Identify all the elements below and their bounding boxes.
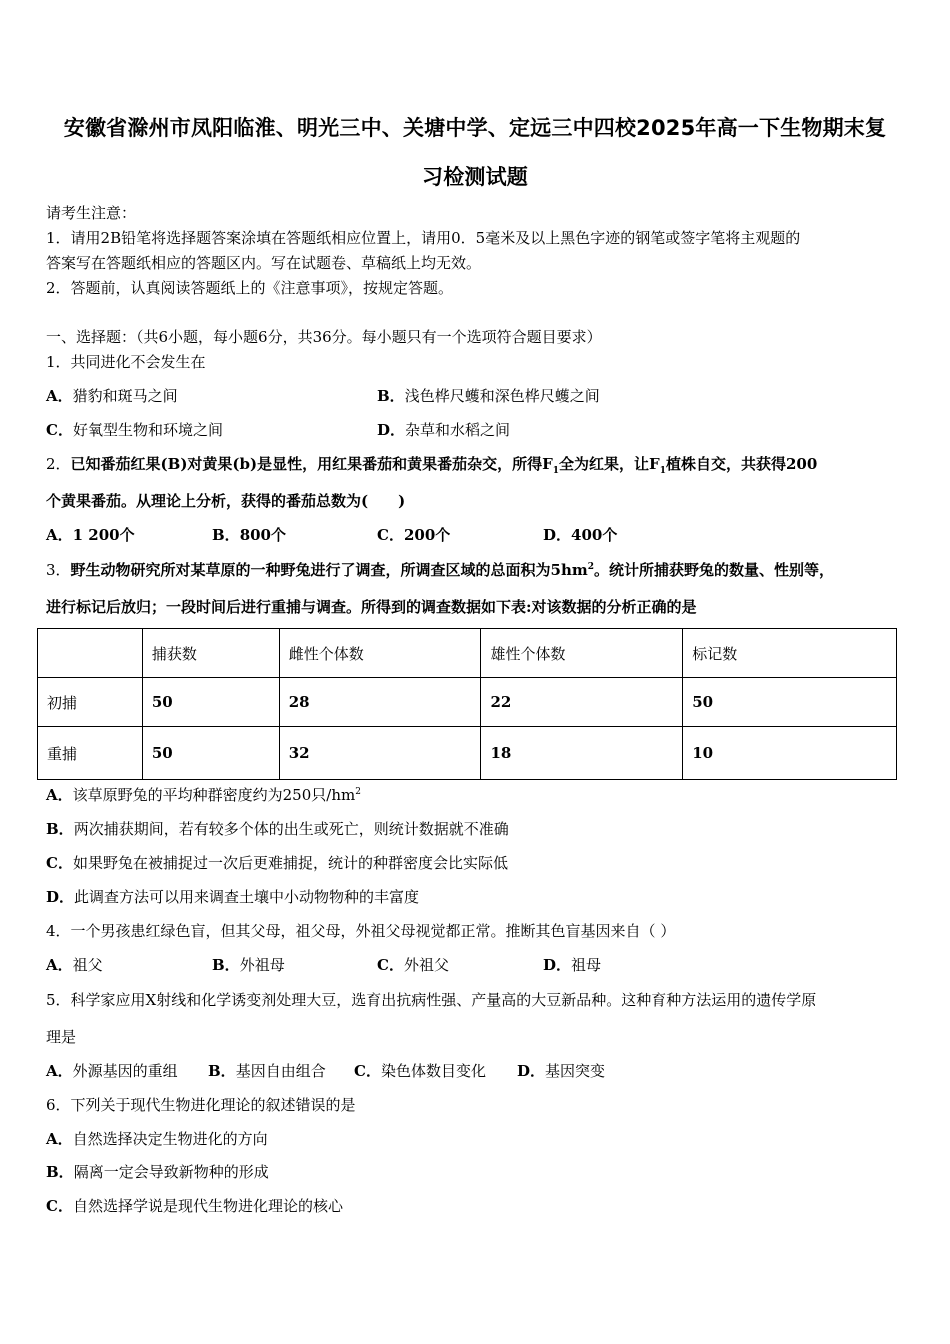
question-2-stem: 2．已知番茄红果(B)对黄果(b)是显性，用红果番茄和黄果番茄杂交，所得$F_1$全为红果，让$F_1$植株自交，共获得200: [46, 455, 818, 476]
question-6-number: 6．: [46, 1096, 71, 1114]
table-header-cell: 雄性个体数: [481, 629, 683, 678]
q5-option-b: B．基因自由组合: [208, 1062, 326, 1080]
q6-option-a: A．自然选择决定生物进化的方向: [46, 1130, 268, 1148]
question-4-number: 4．: [46, 922, 71, 940]
question-6-stem: 6．下列关于现代生物进化理论的叙述错误的是: [46, 1096, 356, 1114]
q2-option-b: B．800个: [212, 526, 286, 544]
q1-option-c: C．好氧型生物和环境之间: [46, 421, 223, 439]
table-header-cell: 捕获数: [142, 629, 279, 678]
notice-item1-line1: 1．请用2B铅笔将选择题答案涂填在答题纸相应位置上，请用0．5毫米及以上黑色字迹的钢笔或签字笔将主观题的: [46, 229, 801, 247]
table-row: [38, 678, 897, 727]
question-3-stem-line2: 进行标记后放归；一段时间后进行重捕与调查。所得到的调查数据如下表:对该数据的分析正确的是: [46, 598, 697, 616]
q6-option-c: C．自然选择学说是现代生物进化理论的核心: [46, 1197, 343, 1215]
question-2-number: 2．: [46, 455, 71, 473]
q1-option-a: A．猎豹和斑马之间: [46, 387, 178, 405]
table-cell: 28: [279, 678, 481, 727]
q3-option-c: C．如果野兔在被捕捉过一次后更难捕捉，统计的种群密度会比实际低: [46, 854, 508, 872]
q5-option-c: C．染色体数目变化: [354, 1062, 486, 1080]
q3-option-b: B．两次捕获期间，若有较多个体的出生或死亡，则统计数据就不准确: [46, 820, 509, 838]
q2-option-d: D．400个: [543, 526, 618, 544]
q2-option-a: A．1 200个: [46, 526, 135, 544]
table-cell: 50: [142, 678, 279, 727]
table-cell: 22: [481, 678, 683, 727]
table-cell: 18: [481, 727, 683, 780]
table-cell: 32: [279, 727, 481, 780]
q4-option-d: D．祖母: [543, 956, 602, 974]
q2-option-c: C．200个: [377, 526, 451, 544]
question-5-stem: 5．科学家应用X射线和化学诱变剂处理大豆，选育出抗病性强、产量高的大豆新品种。这种育种方法运用的遗传学原: [46, 991, 817, 1009]
q3-option-d: D．此调查方法可以用来调查土壤中小动物物种的丰富度: [46, 888, 420, 906]
section1-heading: 一、选择题：（共6小题，每小题6分，共36分。每小题只有一个选项符合题目要求）: [46, 328, 602, 346]
question-3-stem: 3．野生动物研究所对某草原的一种野兔进行了调查，所调查区域的总面积为$5hm^2$。统计所捕获野兔的数量、性别等，: [46, 561, 835, 579]
q1-option-b: B．浅色桦尺蠖和深色桦尺蠖之间: [377, 387, 600, 405]
question-5-number: 5．: [46, 991, 71, 1009]
table-header-cell: [38, 629, 143, 678]
notice-heading: 请考生注意：: [46, 204, 137, 222]
q5-option-d: D．基因突变: [517, 1062, 606, 1080]
table-header-cell: 雌性个体数: [279, 629, 481, 678]
exam-title-line1: 安徽省滁州市凤阳临淮、明光三中、关塘中学、定远三中四校2025年高一下生物期末复: [63, 116, 887, 140]
question-1-stem: 1．共同进化不会发生在: [46, 353, 206, 371]
q4-option-b: B．外祖母: [212, 956, 285, 974]
q3-option-a: A．该草原野兔的平均种群密度约为250只$/hm^2$: [46, 786, 361, 804]
q5-option-a: A．外源基因的重组: [46, 1062, 178, 1080]
question-5-stem-line2: 理是: [46, 1028, 77, 1046]
exam-title-line2: 习检测试题: [422, 165, 528, 189]
table-header-row: [38, 629, 897, 678]
q6-option-b: B．隔离一定会导致新物种的形成: [46, 1163, 269, 1181]
notice-item1-line2: 答案写在答题纸相应的答题区内。写在试题卷、草稿纸上均无效。: [46, 254, 482, 272]
question-3-number: 3．: [46, 561, 71, 579]
q1-option-d: D．杂草和水稻之间: [377, 421, 511, 439]
q4-option-c: C．外祖父: [377, 956, 449, 974]
q4-option-a: A．祖父: [46, 956, 103, 974]
notice-item2: 2．答题前，认真阅读答题纸上的《注意事项》，按规定答题。: [46, 279, 454, 297]
table-cell: 10: [683, 727, 897, 780]
table-header-cell: 标记数: [683, 629, 897, 678]
table-row: [38, 727, 897, 780]
table-cell: 50: [142, 727, 279, 780]
question-4-stem: 4．一个男孩患红绿色盲，但其父母，祖父母，外祖父母视觉都正常。推断其色盲基因来自（ ）: [46, 922, 676, 940]
table-cell: 50: [683, 678, 897, 727]
table-cell: 重捕: [38, 727, 143, 780]
survey-data-table: [37, 628, 897, 780]
question-2-stem-line2: 个黄果番茄。从理论上分析，获得的番茄总数为( ): [46, 492, 406, 510]
table-cell: 初捕: [38, 678, 143, 727]
question-1-number: 1．: [46, 353, 71, 371]
